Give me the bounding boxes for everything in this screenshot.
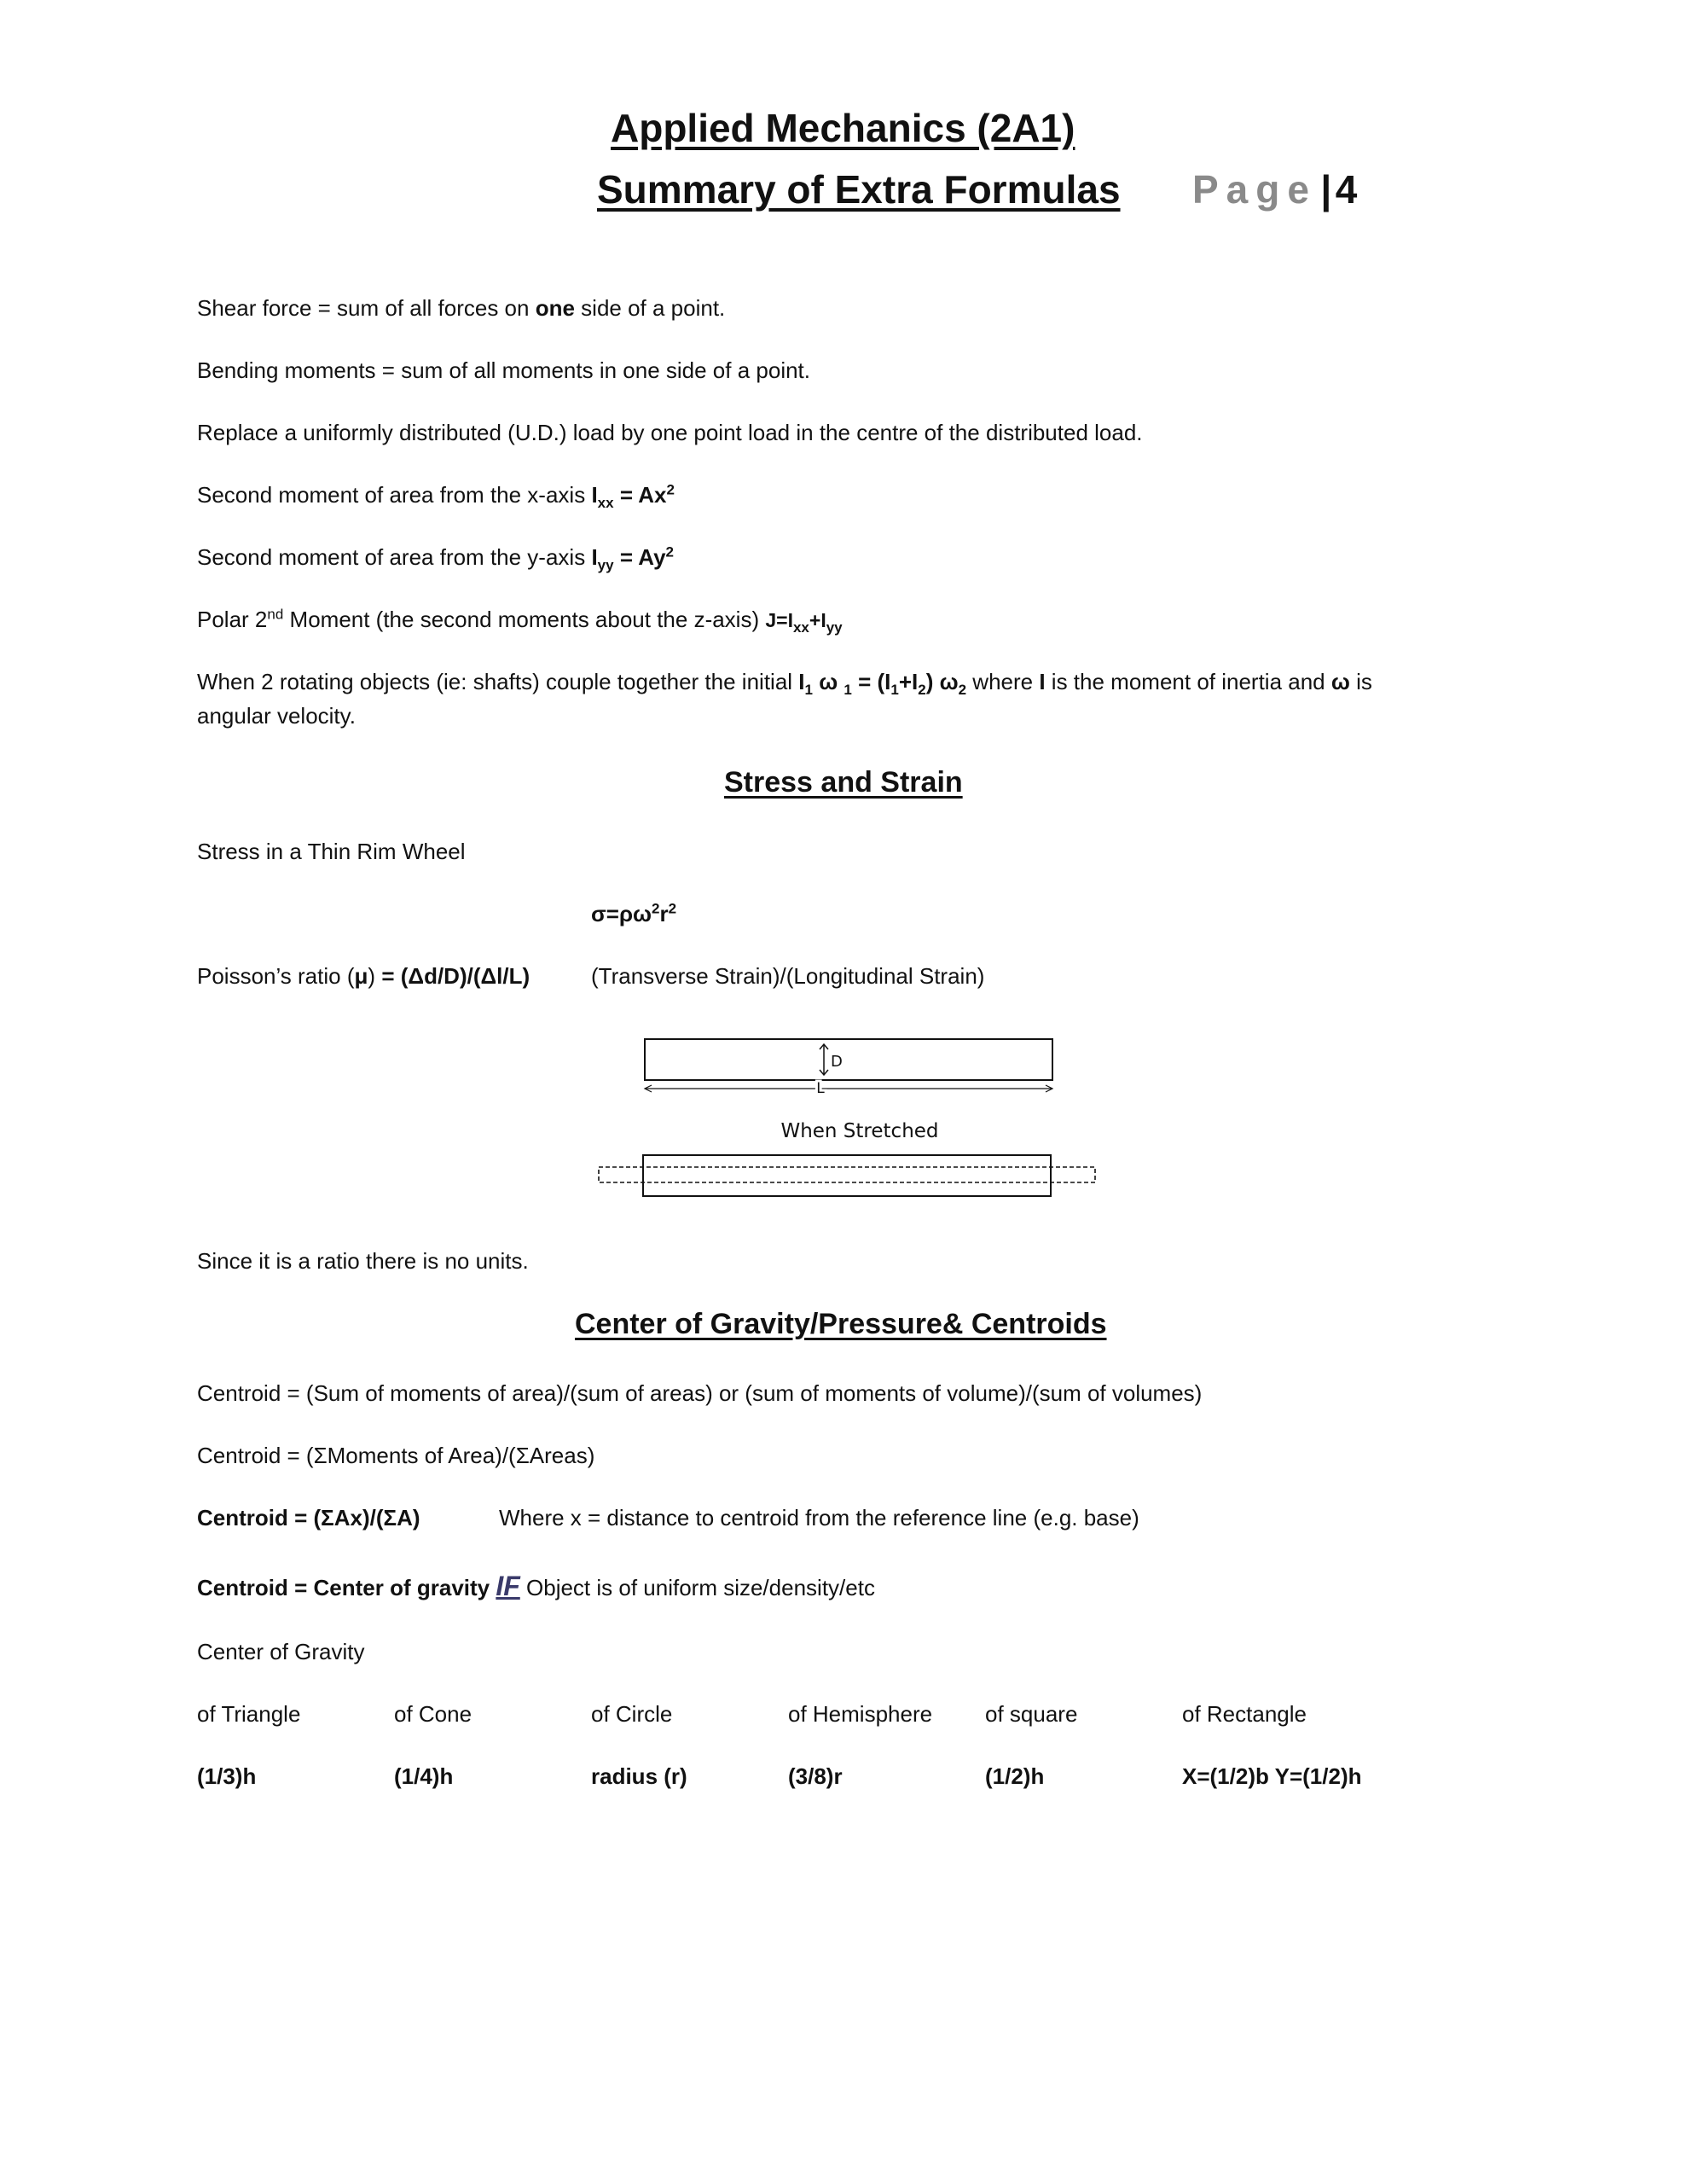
shear-force-line — [197, 294, 725, 322]
document-subtitle: Summary of Extra Formulas — [597, 167, 1121, 212]
formula-sup2: 2 — [668, 900, 677, 917]
formula-sup1: 2 — [652, 900, 660, 917]
smx-text: Second moment of area from the x-axis — [197, 482, 592, 508]
smy-i: I — [591, 544, 598, 570]
rot-i: I — [1039, 669, 1046, 694]
rot-eq: = (I — [851, 669, 891, 694]
smx-sub: xx — [597, 495, 614, 512]
shape-value: (3/8)r — [788, 1763, 843, 1789]
page-separator: | — [1320, 167, 1332, 212]
rot-sub-b: 2 — [918, 682, 926, 699]
second-moment-x-line — [197, 481, 675, 512]
shape-label: of Cone — [394, 1701, 472, 1727]
rot-w1: ω — [812, 669, 844, 694]
shape-label: of Circle — [591, 1701, 673, 1727]
shear-text-end: side of a point. — [574, 295, 726, 321]
shape-value: radius (r) — [591, 1763, 687, 1789]
polar-plus: +I — [809, 609, 826, 631]
center-of-gravity-title: Center of Gravity — [197, 1639, 365, 1664]
centroid-line-1: Centroid = (Sum of moments of area)/(sum of areas) or (sum of moments of volume)/(sum of volumes) — [197, 1380, 1203, 1406]
rot-mid: is the moment of inertia and — [1045, 669, 1331, 694]
document-title: Applied Mechanics (2A1) — [611, 106, 1075, 150]
rot-sub-w1: 1 — [844, 682, 852, 699]
formula-a: σ=ρω — [591, 901, 652, 926]
shape-label: of Triangle — [197, 1701, 301, 1727]
rot-sub-a: 1 — [890, 682, 899, 699]
section-heading-centroids: Center of Gravity/Pressure& Centroids — [575, 1308, 1107, 1340]
smy-sub: yy — [597, 557, 614, 574]
rot-i1: I — [798, 669, 805, 694]
smy-eq: = Ay — [613, 544, 666, 570]
shape-value: (1/3)h — [197, 1763, 257, 1789]
bar-stretched — [643, 1155, 1051, 1196]
polar-sub2: yy — [826, 619, 843, 636]
shear-text: Shear force = sum of all forces on — [197, 295, 536, 321]
centroid-line-3: Centroid = (ΣAx)/(ΣA) — [197, 1505, 420, 1531]
diameter-label: D — [831, 1053, 843, 1071]
poisson-ratio-line — [197, 962, 530, 990]
formula-b: r — [659, 901, 669, 926]
rot-sub1: 1 — [804, 682, 813, 699]
polar-sup: nd — [267, 606, 284, 623]
thin-rim-formula — [591, 900, 676, 927]
thin-rim-label: Stress in a Thin Rim Wheel — [197, 839, 466, 864]
page-label: Page — [1192, 167, 1317, 212]
rotating-objects-line — [197, 668, 1372, 699]
poisson-text: Poisson’s ratio ( — [197, 963, 355, 989]
section-heading-stress: Stress and Strain — [724, 766, 963, 799]
polar-sub1: xx — [792, 619, 809, 636]
rot-w: ω — [1330, 669, 1350, 694]
length-label: L — [816, 1080, 825, 1097]
shear-bold: one — [535, 295, 575, 321]
diameter-arrow-icon — [820, 1044, 828, 1075]
rot-text: When 2 rotating objects (ie: shafts) couple together the initial — [197, 669, 799, 694]
rot-close: ) ω — [925, 669, 959, 694]
rot-plus: +I — [898, 669, 919, 694]
poisson-description: (Transverse Strain)/(Longitudinal Strain) — [591, 963, 985, 989]
rotating-objects-line-2: angular velocity. — [197, 703, 356, 729]
polar-moment-line — [197, 606, 843, 634]
smx-i: I — [591, 482, 598, 508]
rot-is: is — [1349, 669, 1372, 694]
smy-text: Second moment of area from the y-axis — [197, 544, 592, 570]
shape-value: (1/2)h — [985, 1763, 1045, 1789]
smx-eq: = Ax — [613, 482, 667, 508]
smy-sup: 2 — [665, 543, 674, 561]
second-moment-y-line — [197, 543, 674, 574]
polar-mid: Moment (the second moments about the z-axis) — [283, 607, 766, 632]
rot-where: where — [966, 669, 1040, 694]
shape-label: of Rectangle — [1182, 1701, 1307, 1727]
bar-original — [645, 1039, 1052, 1080]
smx-sup: 2 — [666, 481, 675, 498]
centroid-line-4 — [197, 1572, 875, 1601]
line4-bold: Centroid = Center of gravity — [197, 1575, 496, 1600]
poisson-mu: μ — [354, 963, 368, 989]
polar-text: Polar 2 — [197, 607, 268, 632]
poisson-formula: = (Δd/D)/(Δl/L) — [381, 963, 530, 989]
centroid-line-2: Centroid = (ΣMoments of Area)/(ΣAreas) — [197, 1443, 595, 1468]
shape-value: (1/4)h — [394, 1763, 454, 1789]
line4-rest: Object is of uniform size/density/etc — [519, 1575, 875, 1600]
poisson-close: ) — [368, 963, 382, 989]
centroid-line-3-where: Where x = distance to centroid from the reference line (e.g. base) — [499, 1505, 1139, 1531]
udl-line: Replace a uniformly distributed (U.D.) load by one point load in the centre of the distributed load. — [197, 420, 1143, 445]
bar-stretched-outline — [599, 1167, 1095, 1182]
if-emphasis: IF — [496, 1571, 520, 1601]
polar-j: J=I — [765, 609, 793, 631]
bending-moment-line: Bending moments = sum of all moments in one side of a point. — [197, 357, 810, 383]
shape-label: of Hemisphere — [788, 1701, 933, 1727]
stretched-caption: When Stretched — [780, 1120, 939, 1142]
poisson-bar-diagram — [588, 1024, 1100, 1203]
length-arrow-icon — [645, 1085, 1052, 1092]
shape-label: of square — [985, 1701, 1078, 1727]
page-number: 4 — [1335, 167, 1358, 212]
page-indicator — [1192, 166, 1357, 213]
no-units-note: Since it is a ratio there is no units. — [197, 1248, 529, 1274]
rot-sub-w2: 2 — [958, 682, 967, 699]
shape-value: X=(1/2)b Y=(1/2)h — [1182, 1763, 1362, 1789]
